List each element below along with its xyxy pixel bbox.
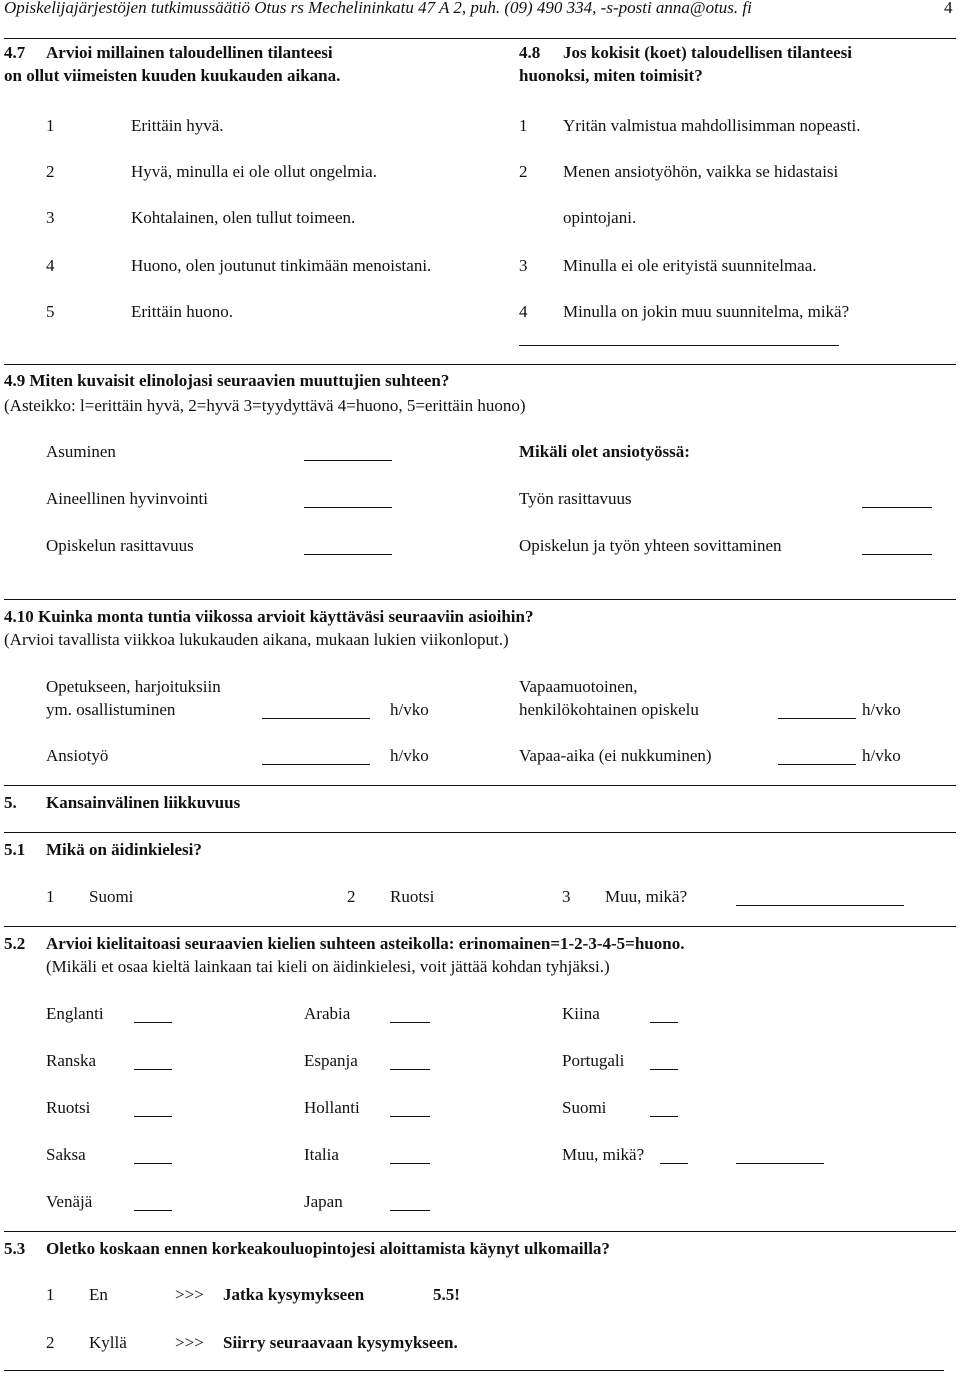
question-number: 4.8 (519, 43, 541, 62)
answer-blank[interactable] (390, 1116, 430, 1117)
language-label: Espanja (304, 1051, 358, 1070)
item-label: Aineellinen hyvinvointi (46, 489, 208, 508)
divider (4, 1370, 944, 1371)
arrow-icon: >>> (175, 1285, 204, 1304)
answer-blank[interactable] (134, 1116, 172, 1117)
header-title: Opiskelijajärjestöjen tutkimussäätiö Otus rs Mechelininkatu 47 A 2, puh. (09) 490 334, -s-posti anna@otus. fi (4, 0, 752, 17)
language-label: Hollanti (304, 1098, 360, 1117)
option-number: 2 (519, 162, 528, 181)
answer-blank[interactable] (304, 460, 392, 461)
language-label: Ranska (46, 1051, 97, 1070)
language-label: Ruotsi (46, 1098, 91, 1117)
language-label: Muu, mikä? (562, 1145, 645, 1164)
divider (4, 785, 956, 786)
item-label: ym. osallistuminen (46, 700, 176, 719)
question-number: 5.1 (4, 840, 26, 859)
answer-blank[interactable] (134, 1022, 172, 1023)
language-label: Portugali (562, 1051, 625, 1070)
divider (4, 1231, 956, 1232)
item-label: henkilökohtainen opiskelu (519, 700, 699, 719)
instruction-text: Siirry seuraavaan kysymykseen. (223, 1333, 458, 1352)
divider (4, 599, 956, 600)
question-title: Arvioi millainen taloudellinen tilanteesi (46, 43, 333, 62)
language-label: Italia (304, 1145, 339, 1164)
option-ansiotyo[interactable]: Menen ansiotyöhön, vaikka se hidastaisi (563, 162, 839, 181)
item-label: Asuminen (46, 442, 116, 461)
answer-blank[interactable] (519, 345, 839, 346)
section-number: 5. (4, 793, 17, 812)
answer-blank[interactable] (862, 554, 932, 555)
language-label: Arabia (304, 1004, 351, 1023)
answer-blank[interactable] (778, 718, 856, 719)
option-hyva[interactable]: Hyvä, minulla ei ole ollut ongelmia. (131, 162, 377, 181)
question-number: 5.2 (4, 934, 26, 953)
option-number: 2 (46, 1333, 55, 1352)
answer-blank[interactable] (650, 1069, 678, 1070)
option-kohtalainen[interactable]: Kohtalainen, olen tullut toimeen. (131, 208, 356, 227)
question-subtitle: (Asteikko: l=erittäin hyvä, 2=hyvä 3=tyydyttävä 4=huono, 5=erittäin huono) (4, 396, 526, 415)
section-heading: Mikäli olet ansiotyössä: (519, 442, 690, 461)
question-subtitle: (Arvioi tavallista viikkoa lukukauden aikana, mukaan lukien viikonloput.) (4, 630, 509, 649)
option-ei-suunnitelmaa[interactable]: Minulla ei ole erityistä suunnitelmaa. (563, 256, 817, 275)
answer-blank[interactable] (304, 554, 392, 555)
answer-blank[interactable] (778, 764, 856, 765)
question-title: 4.9 Miten kuvaisit elinolojasi seuraavien muuttujien suhteen? (4, 371, 450, 390)
question-title: Mikä on äidinkielesi? (46, 840, 202, 859)
option-number: 3 (519, 256, 528, 275)
instruction-target: 5.5! (433, 1285, 460, 1304)
item-label: Ansiotyö (46, 746, 109, 765)
language-label: Japan (304, 1192, 343, 1211)
question-subtitle: (Mikäli et osaa kieltä lainkaan tai kieli on äidinkielesi, voit jättää kohdan tyhjäksi.) (46, 957, 610, 976)
option-huono[interactable]: Huono, olen joutunut tinkimään menoistani. (131, 256, 432, 275)
unit-label: h/vko (862, 746, 901, 765)
option-number: 2 (46, 162, 55, 181)
option-number: 5 (46, 302, 55, 321)
answer-blank[interactable] (134, 1069, 172, 1070)
option-number: 1 (46, 1285, 55, 1304)
divider (4, 38, 956, 39)
language-label: Englanti (46, 1004, 104, 1023)
answer-blank[interactable] (650, 1116, 678, 1117)
answer-blank[interactable] (660, 1163, 688, 1164)
unit-label: h/vko (390, 746, 429, 765)
question-title: Oletko koskaan ennen korkeakouluopintojesi aloittamista käynyt ulkomailla? (46, 1239, 610, 1258)
arrow-icon: >>> (175, 1333, 204, 1352)
option-number: 2 (347, 887, 356, 906)
language-label: Saksa (46, 1145, 86, 1164)
item-label: Opetukseen, harjoituksiin (46, 677, 221, 696)
answer-blank[interactable] (304, 507, 392, 508)
item-label: Vapaamuotoinen, (519, 677, 638, 696)
option-en[interactable]: En (89, 1285, 108, 1304)
unit-label: h/vko (862, 700, 901, 719)
answer-blank[interactable] (390, 1163, 430, 1164)
option-number: 4 (519, 302, 528, 321)
unit-label: h/vko (390, 700, 429, 719)
question-title: Arvioi kielitaitoasi seuraavien kielien suhteen asteikolla: erinomainen=1-2-3-4-5=huono. (46, 934, 685, 953)
option-muu[interactable]: Muu, mikä? (605, 887, 688, 906)
option-ansiotyo-cont: opintojani. (563, 208, 637, 227)
question-title: on ollut viimeisten kuuden kuukauden aikana. (4, 66, 341, 85)
item-label: Työn rasittavuus (519, 489, 632, 508)
option-erittain-hyva[interactable]: Erittäin hyvä. (131, 116, 224, 135)
option-erittain-huono[interactable]: Erittäin huono. (131, 302, 233, 321)
question-number: 4.7 (4, 43, 26, 62)
item-label: Vapaa-aika (ei nukkuminen) (519, 746, 712, 765)
answer-blank[interactable] (262, 764, 370, 765)
section-title: Kansainvälinen liikkuvuus (46, 793, 241, 812)
divider (4, 926, 956, 927)
answer-blank[interactable] (736, 1163, 824, 1164)
option-number: 3 (46, 208, 55, 227)
option-valmistua[interactable]: Yritän valmistua mahdollisimman nopeasti. (563, 116, 861, 135)
divider (4, 364, 956, 365)
option-kylla[interactable]: Kyllä (89, 1333, 127, 1352)
answer-blank[interactable] (862, 507, 932, 508)
answer-blank[interactable] (390, 1210, 430, 1211)
question-number: 5.3 (4, 1239, 26, 1258)
answer-blank[interactable] (134, 1163, 172, 1164)
language-label: Kiina (562, 1004, 600, 1023)
option-number: 1 (46, 887, 55, 906)
option-muu-suunnitelma[interactable]: Minulla on jokin muu suunnitelma, mikä? (563, 302, 850, 321)
answer-blank[interactable] (134, 1210, 172, 1211)
option-suomi[interactable]: Suomi (89, 887, 134, 906)
question-title: 4.10 Kuinka monta tuntia viikossa arvioit käyttäväsi seuraaviin asioihin? (4, 607, 534, 626)
answer-blank[interactable] (650, 1022, 678, 1023)
item-label: Opiskelun rasittavuus (46, 536, 194, 555)
language-label: Venäjä (46, 1192, 93, 1211)
answer-blank[interactable] (390, 1022, 430, 1023)
page-number: 4 (944, 0, 953, 17)
answer-blank[interactable] (736, 905, 904, 906)
divider (4, 832, 956, 833)
option-number: 1 (519, 116, 528, 135)
option-ruotsi[interactable]: Ruotsi (390, 887, 435, 906)
option-number: 3 (562, 887, 571, 906)
question-title: huonoksi, miten toimisit? (519, 66, 703, 85)
language-label: Suomi (562, 1098, 607, 1117)
option-number: 1 (46, 116, 55, 135)
instruction-text: Jatka kysymykseen (223, 1285, 365, 1304)
option-number: 4 (46, 256, 55, 275)
answer-blank[interactable] (390, 1069, 430, 1070)
item-label: Opiskelun ja työn yhteen sovittaminen (519, 536, 782, 555)
answer-blank[interactable] (262, 718, 370, 719)
question-title: Jos kokisit (koet) taloudellisen tilanteesi (563, 43, 853, 62)
